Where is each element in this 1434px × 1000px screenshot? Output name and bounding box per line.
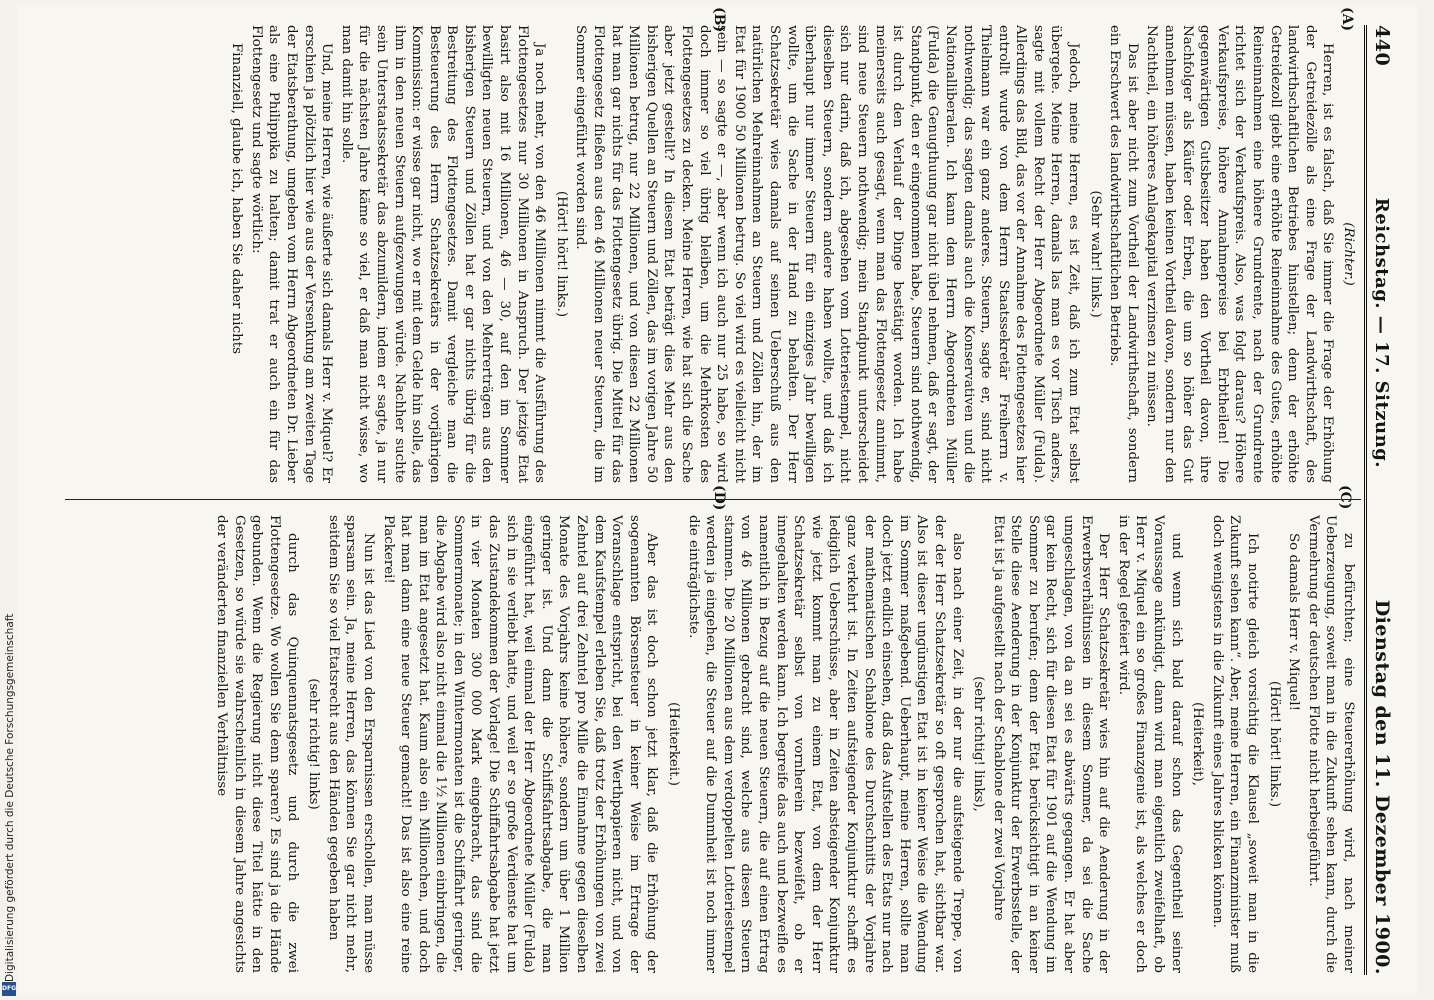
margin-marker-c: (C): [1337, 485, 1353, 510]
interjection: (Hört! hört! links.): [1266, 680, 1282, 808]
header-rule: [1364, 25, 1367, 975]
margin-marker-b: (B): [711, 7, 727, 33]
margin-marker-d: (D): [711, 485, 727, 511]
dfg-logo: DFG: [2, 982, 16, 996]
paragraph: Nun ist das Lied von den Ersparnissen erschollen, man müsse sparsam sein. Ja, meine Herren, das können Sie gar nicht mehr, seitdem Sie so viel Etatsrecht aus den Händen gegeben haben: [325, 515, 376, 973]
paragraph: Das ist aber nicht zum Vortheil der Landwirthschaft, sondern ein Erschwert des landwirthschaftlichen Betriebs.: [1107, 25, 1140, 483]
paragraph: So damals Herr v. Miquel!: [1286, 533, 1302, 712]
paragraph: Herren, ist es falsch, daß Sie immer die Frage der Erhöhung der Getreidezölle als eine Frage der Landwirthschaft, des landwirthschaftlichen Betriebes hinstellen; denn der erhöhte Getreidezoll giebt eine erhöhte Reineinnahme des Gutes, erhöhte Reineinnahmen eine höhere Grundrente, nach der Grundrente richtet sich der Verkaufspreis. Also, was folgt daraus? Höhere Verkaufspreise, höhere Annahmepreise bei Erbtheilen! Die gegenwärtigen Gutsbesitzer haben den Vortheil davon, ihre Nachfolger als Käufer oder Erben, die um so höher das Gut annehmen müssen, haben keinen Vortheil davon, sondern nur den Nachtheil, ein höheres Anlagekapital verzinsen zu müssen.: [1144, 25, 1336, 483]
paragraph: Ja noch mehr, von den 46 Millionen nimmt die Ausführung des Flottengesetzes nur 30 Millionen in Anspruch. Der jetzige Etat basirt also mit 16 Millionen, 46 — 30, auf den im Sommer bewilligten neuen Steuern, und von den Mehrerträgen aus den bisherigen Steuern und Zöllen hat er gar nichts übrig für die Bestreitung des Flottengesetzes. Damit vergleiche man die Besteuerung des Herrn Schatzsekretärs in der vorjährigen Kommission: er wisse gar nicht, wo er mit dem Gelde hin solle, das ihm in den neuen Steuern aufgezwungen würde. Nachher suchte sein Unterstaatssekretär das abzumildern, indem er sagte, ja nur für die nächsten Jahre käme so viel, er daß man nicht wisse, wo man damit hin solle.: [338, 25, 548, 483]
interjection: (Hört! hört! links.): [553, 190, 569, 318]
paragraph: und wenn sich bald darauf schon das Gegentheil seiner Voraussage ankündigt, dann wird man eigentlich zweifelhaft, ob Herr v. Miquel ein so großes Finanzgenie ist, als welches er doch in der Regel gefeiert wird.: [1115, 515, 1184, 973]
paragraph: durch das Quinquennatsgesetz und durch die zwei Flottengesetze. Wo wollen Sie denn sparen? Es sind ja die Hände gebunden. Wenn die Regierung nicht diese Titel hätte in den Gesetzen, so würde sie wahrscheinlich in diesem Jahre angesichts der veränderten finanziellen Verhältnisse: [214, 515, 300, 973]
speaker-label: (Richter.): [1341, 222, 1356, 286]
paragraph: Und, meine Herren, wie äußerte sich damals Herr v. Miquel? Er erschien ja plötzlich hier wie aus der Versenkung am zweiten Tage der Etatsberathung, umgeben vom Herrn Abgeordneten Dr. Lieber als eine Philippika zu halten; damit trat er auch ein für das Flottengesetz und sagte wörtlich:: [248, 25, 335, 483]
margin-marker-a: (A): [1339, 7, 1355, 32]
interjection: (sehr richtig! links),: [971, 676, 987, 812]
paragraph: also nach einer Zeit, in der nur die aufsteigende Treppe, von der der Herr Schatzsekretär so oft gesprochen hat, sichtbar war. Also ist dieser ungünstigen Etat ist in keiner Weise die Wendung im Sommer maßgebend. Ueberhaupt, meine Herren, sollte man doch jetzt endlich einsehen, daß das Aufstellen des Etats nur nach der mathematischen Schablone des Durchschnitts der Vorjahre ganz verkehrt ist. In Zeiten aufsteigender Konjunktur schafft es lediglich Ueberschüsse, aber in Zeiten absteigender Konjunktur wie jetzt kommt man zu einem Etat, von dem der Herr Schatzsekretär selbst von vornherein bezweifelt, ob er innegehalten werden kann. Ich begreife das auch und bezweifle es namentlich in Bezug auf die neuen Steuern, die auf einen Ertrag von 46 Millionen gebracht sind, welche aus diesen Steuern stammen. Die 20 Millionen aus dem verdoppelten Lotteriestempel werden ja eingehen, die Steuer auf die Dummheit ist noch immer die einträglichste.: [685, 515, 965, 973]
interjection: (Heiterkeit.): [666, 702, 682, 786]
page-date: Dienstag den 11. Dezember 1900.: [1371, 599, 1393, 975]
right-column: [67, 515, 1357, 973]
quotation: zu befürchten; eine Steuererhöhung wird, nach meiner Ueberzeugung, soweit man in die Zukunft sehen kann, durch die Vermehrung der deutschen Flotte nicht herbeigeführt.: [1305, 515, 1356, 973]
page-title: Reichstag. — 17. Sitzung.: [1371, 197, 1392, 469]
page-header: [1371, 25, 1397, 975]
page-number: 440: [1371, 25, 1393, 67]
document-page: [17, 5, 1417, 995]
paragraph: Aber das ist doch schon jetzt klar, daß die Erhöhung der sogenannten Börsensteuer in keiner Weise im Ertrage der Voranschlage entspricht, bei den Werthpapieren nicht, und von dem Kaufstempel erleben Sie, daß trotz der Erhöhungen von zwei Zehntel auf drei Zehntel pro Mille die Einnahme gegen dieselben Monate des Vorjahrs keine höhere, sondern um über 1 Million geringer ist. Und dann die Schiffsfahrtsabgabe, die man eingeführt hat, weil einmal der Herr Abgeordnete Müller (Fulda) sich in sie verliebt hatte, und weil er so große Verdienste hat um das Zustandekommen der Vorlage! Die Schiffahrtsabgabe hat jetzt in vier Monaten 300 000 Mark eingebracht, das sind die Sommermonate; in den Wintermonaten ist die Schiffahrt geringer, die Abgabe wird also nicht einmal die 1½ Millionen einbringen, die man im Etat angesetzt hat. Kaum also ein Millionchen, und doch hat man dann eine neue Steuer gemacht! Das ist also eine reine Plackerei!: [380, 515, 660, 973]
interjection: (Heiterkeit),: [1190, 702, 1206, 786]
digitization-credit: [4, 2, 18, 982]
interjection: (sehr richtig! links): [306, 678, 322, 810]
quotation: Finanziell, glaube ich, haben Sie daher nichts: [229, 43, 245, 354]
column-divider: [65, 499, 1361, 500]
paragraph: Ich notirte gleich vorsichtig die Klausel „soweit man in die Zukunft sehen kann“. Aber, meine Herren, ein Finanzminister muß doch wenigstens in die Zukunft eines Jahres blicken können.: [1209, 515, 1261, 973]
paragraph: Der Herr Schatzsekretär wies hin auf die Aenderung in der Erwerbsverhältnissen in diesem Sommer, da sei die Sache umgeschlagen, von da an sei es abwärts gegangen. Er hat aber gar kein Recht, sich für diesen Etat für 1901 auf die Wendung im Sommer zu berufen; denn der Etat berücksichtigt in an keiner Stelle diese Aenderung in der Konjunktur der Erwerbsstelle, der Etat ist ja aufgestellt nach der Schablone der zwei Vorjahre: [990, 515, 1112, 973]
left-column: [67, 25, 1357, 483]
credit-text: Digitalisierung gefördert durch die Deutsche Forschungsgemeinschaft: [4, 613, 16, 982]
paragraph: Jedoch, meine Herren, es ist Zeit, daß ich zum Etat selbst übergehe. Meine Herren, damals las man es vor Tisch anders, sagte mit vollem Recht der Herr Abgeordnete Müller (Fulda). Allerdings das Bild, das vor der Annahme des Flottengesetzes hier entrollt wurde von dem Herrn Staatssekretär Freiherrn v. Thielmann war ein ganz anderes. Steuern, sagte er, sind nicht nothwendig; das sagten damals auch die Konservativen und die Nationalliberalen. Ich kann dem Herrn Abgeordneten Müller (Fulda) die Genugthuung gar nicht übel nehmen, daß er sagt, der Standpunkt, den er eingenommen habe, Steuern sind nothwendig, ist durch den Verlauf der Dinge bestätigt worden. Ich habe meinerseits auch gesagt, wenn man das Flottengesetz annimmt, sind neue Steuern nothwendig; mein Standpunkt unterscheidet sich nur darin, daß ich, abgesehen vom Lotteriestempel, nicht dieselben Steuern, sondern andere haben wollte, und daß ich überhaupt nur immer Steuern für ein einziges Jahr bewilligen wollte, um die Sache in der Hand zu behalten. Der Herr Schatzsekretär wies damals auf seinen Ueberschuß aus den natürlichen Mehreinnahmen an Steuern und Zöllen hin, der im Etat für 1900 50 Millionen betrug. So viel wird es vielleicht nicht sein — so sagte er —, aber wenn ich auch nur 25 habe, so wird doch immer so viel übrig bleiben, um die Mehrkosten des Flottengesetzes zu decken. Meine Herren, wie hat sich die Sache aber jetzt gestellt? In diesem Etat beträgt dies Mehr aus den bisherigen Quellen an Steuern und Zöllen, das im vorigen Jahre 50 Millionen betrug, nur 22 Millionen, und von diesen 22 Millionen hat man gar nichts für das Flottengesetz übrig. Die Mittel für das Flottengesetz fließen aus den 46 Millionen neuer Steuern, die im Sommer eingeführt worden sind.: [573, 25, 1082, 483]
interjection: (Sehr wahr! links.): [1087, 190, 1103, 318]
